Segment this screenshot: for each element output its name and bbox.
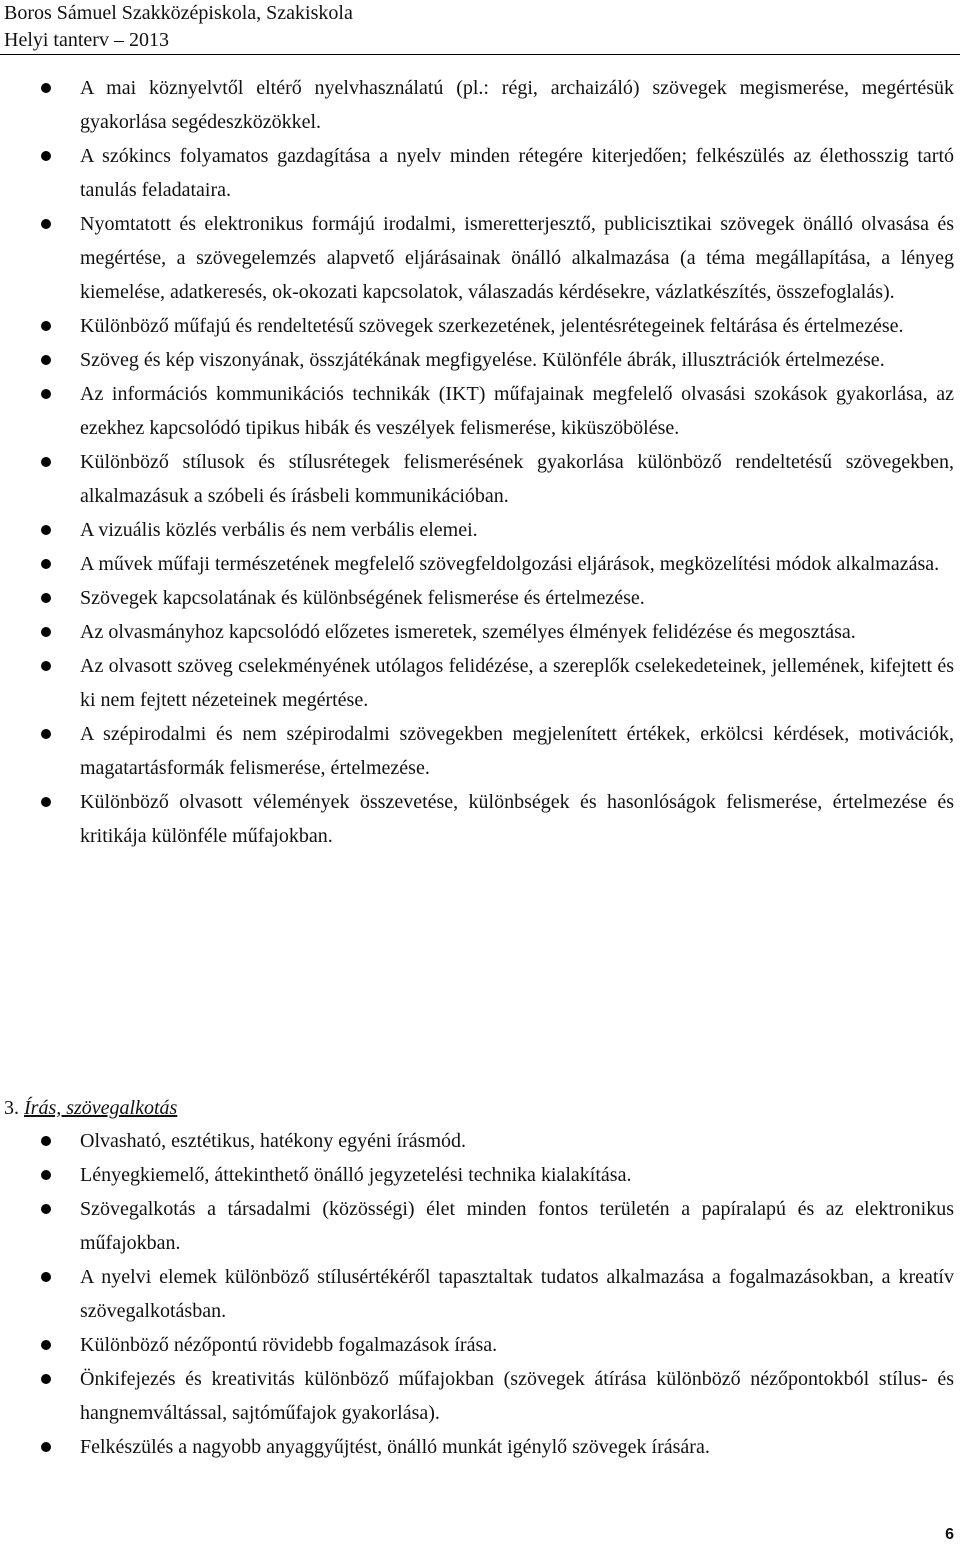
list-item-text: Különböző stílusok és stílusrétegek felismerésének gyakorlása különböző rendeltetésű szövegekben, alkalmazásuk a szóbeli és írásbeli kommunikációban. bbox=[80, 451, 954, 507]
list-item-text: A művek műfaji természetének megfelelő szövegfeldolgozási eljárások, megközelítési módok alkalmazása. bbox=[80, 553, 940, 575]
bullet-icon bbox=[41, 219, 51, 229]
bullet-icon bbox=[41, 1136, 51, 1146]
header-divider bbox=[0, 54, 960, 55]
school-name: Boros Sámuel Szakközépiskola, Szakiskola bbox=[4, 2, 353, 24]
list-item bbox=[0, 1328, 960, 1362]
list-item bbox=[0, 615, 960, 649]
list-item-text: Különböző olvasott vélemények összevetése, különbségek és hasonlóságok felismerése, értelmezése és kritikája különféle műfajokban. bbox=[80, 791, 954, 847]
curriculum-label: Helyi tanterv – 2013 bbox=[4, 29, 169, 51]
list-item-text: A mai köznyelvtől eltérő nyelvhasználatú (pl.: régi, archaizáló) szövegek megismerése, megértésük gyakorlása segédeszközökkel. bbox=[80, 77, 954, 133]
section-title: Írás, szövegalkotás bbox=[24, 1097, 178, 1119]
bullet-icon bbox=[41, 355, 51, 365]
bullet-icon bbox=[41, 321, 51, 331]
bullet-icon bbox=[41, 593, 51, 603]
list-item bbox=[0, 343, 960, 377]
reading-skills-list bbox=[0, 71, 960, 853]
bullet-icon bbox=[41, 457, 51, 467]
list-item bbox=[0, 513, 960, 547]
list-item bbox=[0, 1260, 960, 1328]
bullet-icon bbox=[41, 1204, 51, 1214]
bullet-icon bbox=[41, 559, 51, 569]
list-item-text: Az információs kommunikációs technikák (IKT) műfajainak megfelelő olvasási szokások gyakorlása, az ezekhez kapcsolódó tipikus hibák és veszélyek felismerése, kiküszöbölése. bbox=[80, 383, 954, 439]
list-item-text: Szövegek kapcsolatának és különbségének felismerése és értelmezése. bbox=[80, 587, 645, 609]
list-item-text: Az olvasmányhoz kapcsolódó előzetes ismeretek, személyes élmények felidézése és megosztása. bbox=[80, 621, 856, 643]
bullet-icon bbox=[41, 151, 51, 161]
bullet-icon bbox=[41, 83, 51, 93]
writing-skills-list bbox=[0, 1124, 960, 1464]
bullet-list bbox=[0, 71, 960, 853]
list-item bbox=[0, 445, 960, 513]
list-item bbox=[0, 1192, 960, 1260]
bullet-icon bbox=[41, 627, 51, 637]
list-item-text: Szövegalkotás a társadalmi (közösségi) élet minden fontos területén a papíralapú és az elektronikus műfajokban. bbox=[80, 1198, 954, 1254]
list-item-text: A szókincs folyamatos gazdagítása a nyelv minden rétegére kiterjedően; felkészülés az élethosszig tartó tanulás feladataira. bbox=[80, 145, 954, 201]
list-item bbox=[0, 785, 960, 853]
list-item-text: Felkészülés a nagyobb anyaggyűjtést, önálló munkát igénylő szövegek írására. bbox=[80, 1436, 710, 1458]
list-item-text: Különböző nézőpontú rövidebb fogalmazások írása. bbox=[80, 1334, 498, 1356]
list-item-text: Különböző műfajú és rendeltetésű szövegek szerkezetének, jelentésrétegeinek feltárása és értelmezése. bbox=[80, 315, 904, 337]
list-item bbox=[0, 717, 960, 785]
list-item bbox=[0, 547, 960, 581]
list-item-text: Szöveg és kép viszonyának, összjátékának megfigyelése. Különféle ábrák, illusztrációk értelmezése. bbox=[80, 349, 885, 371]
bullet-icon bbox=[41, 525, 51, 535]
bullet-icon bbox=[41, 661, 51, 671]
list-item bbox=[0, 649, 960, 717]
list-item bbox=[0, 581, 960, 615]
list-item-text: Nyomtatott és elektronikus formájú irodalmi, ismeretterjesztő, publicisztikai szövegek önálló olvasása és megértése, a szövegelemzés alapvető eljárásainak önálló alkalmazása (a téma megállapítása, a lényeg kiemelése, adatkeresés, ok-okozati kapcsolatok, válaszadás kérdésekre, vázlatkészítés, összefoglalás). bbox=[80, 213, 954, 303]
page-number: 6 bbox=[945, 1526, 954, 1543]
section-number: 3. bbox=[4, 1097, 19, 1119]
bullet-icon bbox=[41, 1374, 51, 1384]
bullet-icon bbox=[41, 389, 51, 399]
bullet-icon bbox=[41, 729, 51, 739]
list-item bbox=[0, 139, 960, 207]
bullet-icon bbox=[41, 1170, 51, 1180]
list-item-text: Olvasható, esztétikus, hatékony egyéni írásmód. bbox=[80, 1130, 467, 1152]
list-item-text: Önkifejezés és kreativitás különböző műfajokban (szövegek átírása különböző nézőpontokból stílus- és hangnemváltással, sajtóműfajok gyakorlása). bbox=[80, 1368, 954, 1424]
list-item bbox=[0, 71, 960, 139]
page-header bbox=[4, 0, 353, 54]
list-item-text: Az olvasott szöveg cselekményének utólagos felidézése, a szereplők cselekedeteinek, jellemének, kifejtett és ki nem fejtett nézeteinek megértése. bbox=[80, 655, 954, 711]
list-item bbox=[0, 1158, 960, 1192]
list-item bbox=[0, 1430, 960, 1464]
list-item-text: Lényegkiemelő, áttekinthető önálló jegyzetelési technika kialakítása. bbox=[80, 1164, 632, 1186]
bullet-icon bbox=[41, 1442, 51, 1452]
bullet-icon bbox=[41, 1272, 51, 1282]
bullet-icon bbox=[41, 797, 51, 807]
list-item bbox=[0, 309, 960, 343]
list-item bbox=[0, 1124, 960, 1158]
list-item bbox=[0, 207, 960, 309]
bullet-icon bbox=[41, 1340, 51, 1350]
list-item-text: A szépirodalmi és nem szépirodalmi szövegekben megjelenített értékek, erkölcsi kérdések, motivációk, magatartásformák felismerése, értelmezése. bbox=[80, 723, 954, 779]
list-item-text: A nyelvi elemek különböző stílusértékéről tapasztaltak tudatos alkalmazása a fogalmazásokban, a kreatív szövegalkotásban. bbox=[80, 1266, 954, 1322]
section-heading bbox=[4, 1092, 177, 1124]
list-item bbox=[0, 377, 960, 445]
list-item-text: A vizuális közlés verbális és nem verbális elemei. bbox=[80, 519, 478, 541]
bullet-list bbox=[0, 1124, 960, 1464]
list-item bbox=[0, 1362, 960, 1430]
